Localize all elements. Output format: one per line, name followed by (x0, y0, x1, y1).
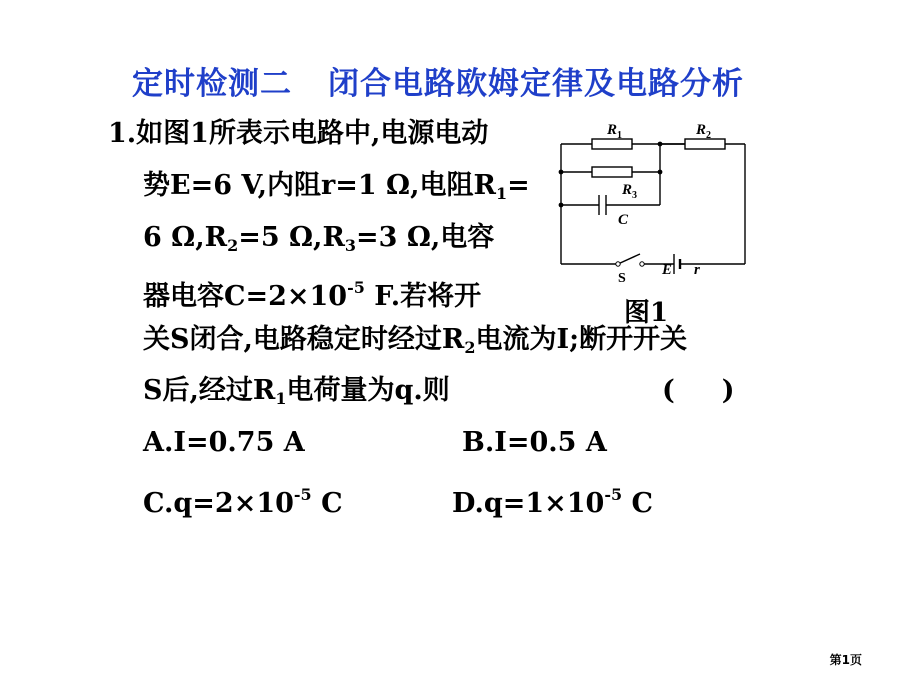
option-b-text: B.I=0.5 A (462, 427, 607, 458)
question-text: F.若将开 (364, 281, 482, 312)
question-text: 6 Ω,R (143, 222, 228, 253)
question-line-3 (143, 222, 494, 262)
question-line-2 (143, 170, 530, 210)
option-c-text: C.q=2×10 (143, 488, 294, 519)
resistor-r3 (592, 167, 632, 177)
option-b (462, 427, 607, 459)
question-text: =5 Ω,R (238, 222, 345, 253)
question-line-6 (143, 375, 450, 415)
page-number: 第1页 (829, 653, 862, 667)
label-capacitor: C (618, 212, 629, 228)
answer-parentheses: ( ) (662, 375, 735, 406)
subscript: 1 (495, 184, 508, 203)
question-line-4 (143, 272, 481, 313)
label-switch: S (618, 271, 626, 286)
label-r2: $R_2$ (696, 122, 712, 141)
option-a-text: A.I=0.75 A (143, 427, 305, 458)
option-c-unit: C (311, 488, 343, 519)
question-text: 势E=6 V,内阻r=1 Ω,电阻R (143, 170, 496, 201)
subscript: 2 (464, 338, 476, 357)
superscript: -5 (293, 485, 312, 504)
resistor-r2 (685, 139, 725, 149)
option-d-unit: C (622, 488, 654, 519)
question-text: 1.如图1所表示电路中,电源电动 (108, 118, 489, 149)
circuit-diagram (552, 114, 752, 286)
page-title (132, 58, 832, 103)
superscript: -5 (347, 278, 365, 297)
option-a (143, 427, 305, 459)
option-d (452, 479, 653, 520)
option-c (143, 479, 343, 520)
question-text: 器电容C=2×10 (143, 281, 348, 312)
label-emf: E (662, 262, 673, 278)
answer-blank (662, 375, 735, 407)
figure-caption: 图1 (624, 298, 669, 328)
subscript: 2 (227, 236, 239, 255)
label-r1: $R_1$ (607, 122, 623, 141)
title-part1: 定时检测二 (132, 66, 292, 102)
resistor-r1 (592, 139, 632, 149)
question-text: 电荷量为q.则 (286, 375, 450, 406)
question-text: 关S闭合,电路稳定时经过R (143, 324, 465, 355)
subscript: 1 (275, 389, 287, 408)
label-internal-resistance: r (694, 262, 700, 278)
question-line-1 (108, 118, 488, 150)
switch-blade (618, 254, 640, 264)
question-text: S后,经过R (143, 375, 276, 406)
superscript: -5 (604, 485, 623, 504)
question-text: 电流为I;断开开关 (475, 324, 688, 355)
question-text: =3 Ω,电容 (356, 222, 495, 253)
label-r3: $R_3$ (622, 182, 638, 201)
question-text: = (507, 170, 530, 201)
subscript: 3 (344, 236, 357, 255)
option-d-text: D.q=1×10 (452, 488, 605, 519)
question-line-5 (143, 324, 687, 364)
title-part2: 闭合电路欧姆定律及电路分析 (328, 66, 744, 102)
